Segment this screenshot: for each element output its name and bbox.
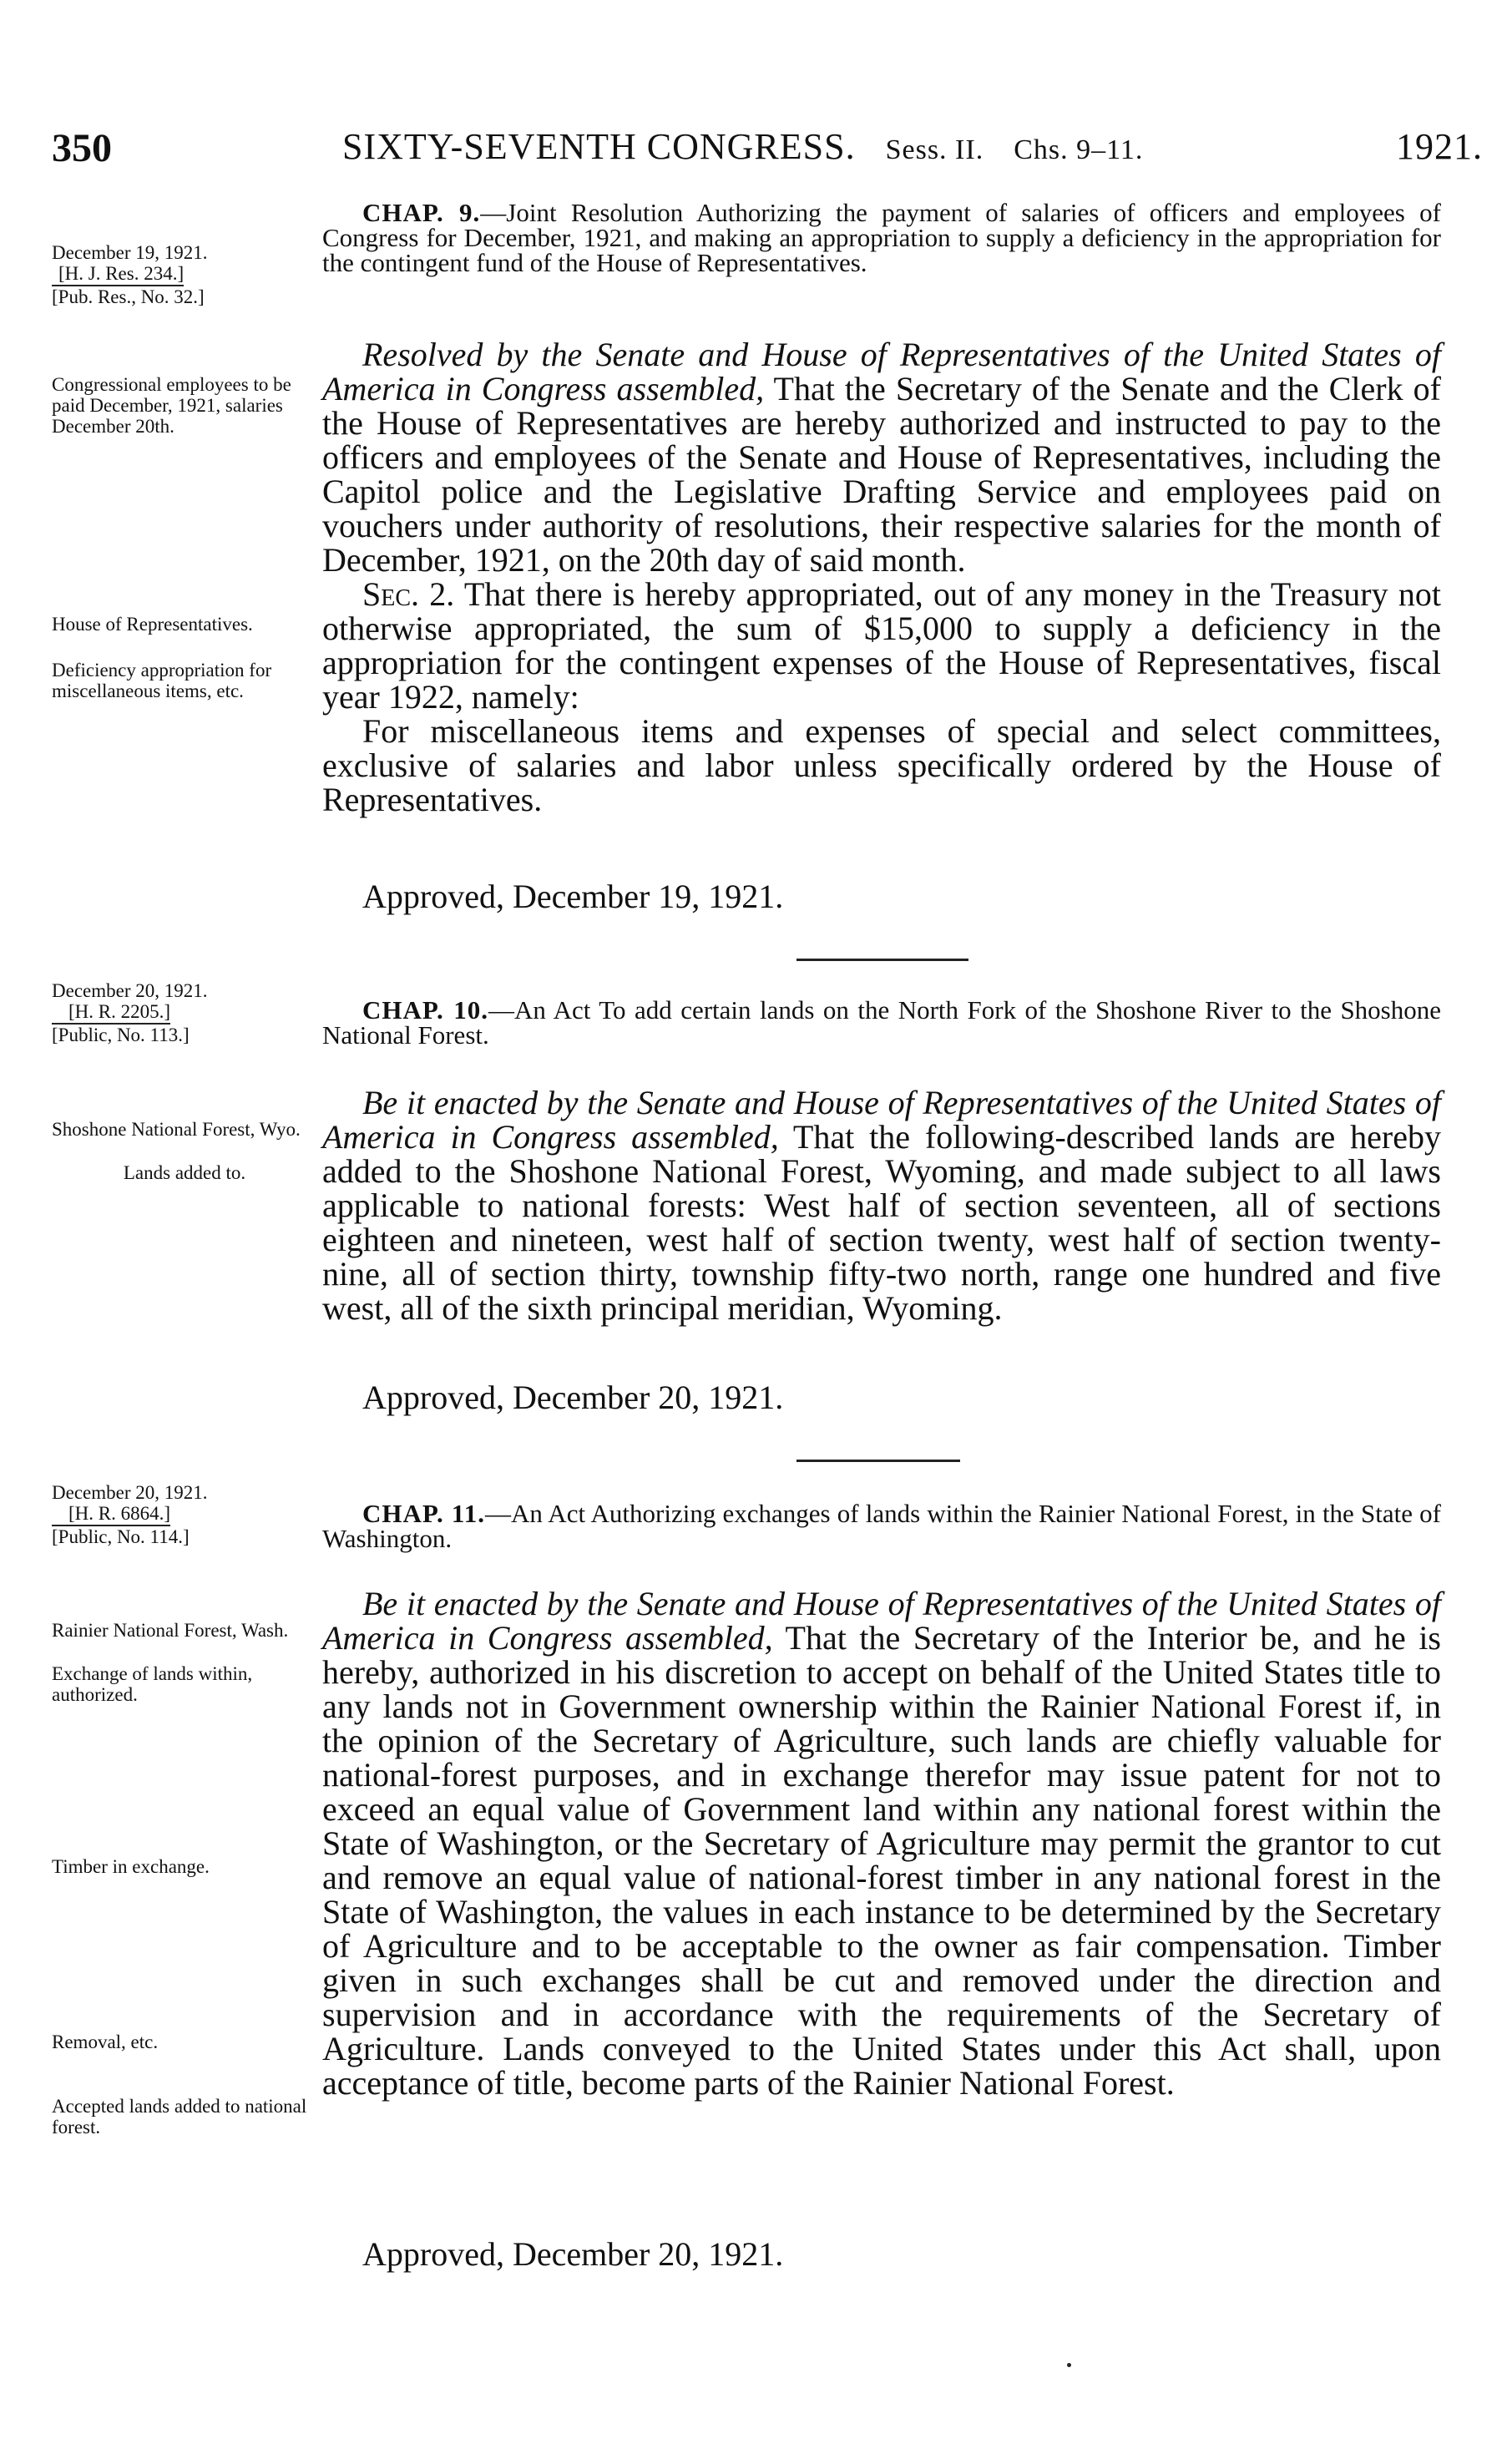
congress-title: SIXTY-SEVENTH CONGRESS.	[342, 126, 856, 167]
chap11-note-exchange	[52, 1663, 317, 1705]
chap9-caption-text: —Joint Resolution Authorizing the payment of salaries of officers and employees of Congress for December, 1921, and making an appropriation to supply a deficiency in the appropriation for the contingent fund of the House of Representatives.	[322, 198, 1441, 277]
chap11-note1: Rainier National Forest, Wash.	[52, 1620, 289, 1641]
chap10-note2: Lands added to.	[123, 1162, 246, 1183]
chap11-section1	[322, 1586, 1441, 2100]
chap9-para2: That there is hereby appropriated, out of any money in the Treasury not otherwise appropriated, the sum of $15,000 to supply a deficiency in the appropriation for the contingent expenses of the House of Representatives, fiscal year 1922, namely:	[322, 575, 1442, 716]
chap10-date: December 20, 1921.	[52, 980, 208, 1001]
chap9-note-deficiency	[52, 660, 317, 701]
running-title	[342, 125, 1483, 168]
chap10-caption	[322, 995, 1442, 1050]
chap11-label: CHAP. 11.	[362, 1499, 485, 1528]
chap11-note-removal	[52, 2031, 317, 2052]
chapters-label: Chs. 9–11.	[1014, 134, 1144, 165]
chap11-enacting-clause: Be it enacted by the Senate and House of Representatives of the United States of America in Congress assembled,	[322, 1585, 1441, 1657]
chap10-caption-text: —An Act To add certain lands on the North Fork of the Shoshone River to the Shoshone National Forest.	[322, 995, 1442, 1050]
chap11-body	[322, 1586, 1441, 2100]
chap10-note-lands	[52, 1162, 317, 1183]
chap11-caption	[322, 1501, 1441, 1551]
chap10-para1: That the following-described lands are hereby added to the Shoshone National Forest, Wyoming, and made subject to all laws applicable to national forests: West half of section seventeen, all of sections eighteen and nineteen, west half of section twenty, west half of section twenty-nine, all of section thirty, township fifty-two north, range one hundred and five west, all of the sixth principal meridian, Wyoming.	[322, 1118, 1441, 1327]
chap9-bill-ref: [H. J. Res. 234.]	[52, 263, 184, 286]
chap11-para1: That the Secretary of the Interior be, and he is hereby, authorized in his discretion to accept on behalf of the United States title to any lands not in Government ownership within the Rainier National Forest if, in the opinion of the Secretary of Agriculture, such lands are chiefly valuable for national-forest purposes, and in exchange therefor may issue patent for not to exceed an equal value of Government land within any national forest within the State of Washington, or the Secretary of Agriculture may permit the grantor to cut and remove an equal value of national-forest timber in any national forest in the State of Washington, the values in each instance to be determined by the Secretary of Agriculture and to be acceptable to the owner as fair compensation. Timber given in such exchanges shall be cut and removed under the direction and supervision and in accordance with the requirements of the Secretary of Agriculture. Lands conveyed to the United States under this Act shall, upon acceptance of title, become parts of the Rainier National Forest.	[322, 1619, 1441, 2102]
chap11-note4: Removal, etc.	[52, 2031, 159, 2052]
chap11-margin-ref	[52, 1482, 317, 1547]
chap11-note5: Accepted lands added to national forest.	[52, 2096, 307, 2138]
chap11-approved: Approved, December 20, 1921.	[362, 2235, 784, 2273]
chap10-approved: Approved, December 20, 1921.	[362, 1379, 784, 1416]
chap9-pub-ref: [Pub. Res., No. 32.]	[52, 286, 205, 307]
running-header	[52, 125, 1483, 175]
session-label: Sess. II.	[885, 134, 984, 165]
chap10-bill-ref: [H. R. 2205.]	[52, 1001, 170, 1025]
chap11-bill-ref: [H. R. 6864.]	[52, 1503, 170, 1526]
page-number: 350	[52, 126, 112, 170]
chap9-date: December 19, 1921.	[52, 242, 208, 263]
chap10-margin-ref	[52, 980, 317, 1045]
chap10-label: CHAP. 10.	[362, 995, 488, 1025]
chap11-note-timber	[52, 1856, 317, 1877]
chap11-date: December 20, 1921.	[52, 1482, 208, 1503]
section-divider	[796, 959, 968, 961]
chap11-caption-text: —An Act Authorizing exchanges of lands within the Rainier National Forest, in the State of Washington.	[322, 1499, 1441, 1553]
chap10-note1: Shoshone National Forest, Wyo.	[52, 1119, 301, 1140]
chap10-note-shoshone	[52, 1119, 317, 1140]
chap9-note-employees	[52, 374, 317, 437]
chap9-caption	[322, 200, 1441, 276]
chap11-note3: Timber in exchange.	[52, 1856, 210, 1877]
chap9-label: CHAP. 9.	[362, 198, 481, 227]
chap9-margin-ref	[52, 242, 317, 307]
chap9-note1: Congressional employees to be paid December, 1921, salaries December 20th.	[52, 374, 291, 437]
page-speck	[1067, 2363, 1071, 2367]
chap9-section2	[322, 577, 1441, 714]
chap9-approved: Approved, December 19, 1921.	[362, 878, 784, 915]
chap10-body	[322, 1085, 1441, 1325]
header-year: 1921.	[1396, 126, 1483, 167]
chap10-section1	[322, 1085, 1441, 1325]
chap9-note3: Deficiency appropriation for miscellaneous items, etc.	[52, 660, 272, 701]
chap9-enacting-clause: Resolved by the Senate and House of Representatives of the United States of America in Congress assembled,	[322, 336, 1441, 407]
chap9-sec2-label: Sec. 2.	[362, 575, 455, 613]
chap9-note-house	[52, 614, 317, 635]
chap9-para1: That the Secretary of the Senate and the Clerk of the House of Representatives are hereby authorized and instructed to pay to the officers and employees of the Senate and House of Representatives, including the Capitol police and the Legislative Drafting Service and employees paid on vouchers under authority of resolutions, their respective salaries for the month of December, 1921, on the 20th day of said month.	[322, 370, 1442, 579]
chap9-section1	[322, 337, 1441, 577]
chap9-body	[322, 337, 1441, 817]
chap9-note2: House of Representatives.	[52, 614, 253, 635]
chap11-note-accepted	[52, 2096, 317, 2138]
section-divider	[796, 1460, 960, 1462]
chap9-para3: For miscellaneous items and expenses of special and select committees, exclusive of salaries and labor unless specifically ordered by the House of Representatives.	[322, 712, 1441, 818]
chap11-note2: Exchange of lands within, authorized.	[52, 1663, 253, 1705]
chap11-note-rainier	[52, 1620, 317, 1641]
chap11-pub-ref: [Public, No. 114.]	[52, 1526, 190, 1547]
chap10-pub-ref: [Public, No. 113.]	[52, 1025, 190, 1045]
chap10-enacting-clause: Be it enacted by the Senate and House of Representatives of the United States of America in Congress assembled,	[322, 1084, 1441, 1156]
